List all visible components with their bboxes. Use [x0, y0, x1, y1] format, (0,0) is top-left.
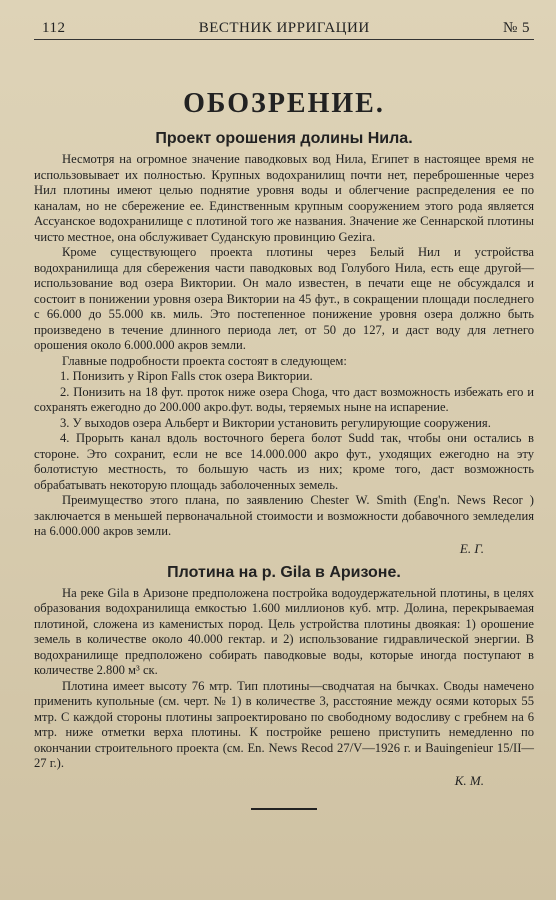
article1-paragraph: Главные подробности проекта состоят в следующем: — [62, 353, 347, 368]
article1-list-item: 3. У выходов озера Альберт и Виктории установить регулирующие сооружения. — [60, 415, 491, 430]
article1-list-item: 2. Понизить на 18 фут. проток ниже озера Choga, что даст возможность избежать его и сохранять ежегодно до 200.000 акро.фут. воды, теряемых ныне на испарение. — [34, 384, 534, 414]
article2-signature: К. М. — [454, 772, 484, 788]
article1-paragraph: Несмотря на огромное значение паводковых вод Нила, Египет в настоящее время не использовывает их полностью. Крупных водохранилищ почти нет, переброшенные через Нил плотины имеют целью поднятие уровня воды и облегчение распределения ее по каналам, но не сбережение ее. Единственным крупным сооружением этого рода является Ассуанское водохранилище с плотиной того же названия. Значение же Сеннарской плотины чисто местное, она обслуживает Суданскую провинцию Gezira. — [34, 152, 534, 244]
header-rule — [34, 39, 534, 40]
running-header — [34, 20, 534, 39]
section-title: ОБОЗРЕНИЕ. — [183, 88, 385, 119]
article1-title: Проект орошения долины Нила. — [155, 130, 413, 147]
issue-number: № 5 — [502, 20, 530, 36]
article1-signature: Е. Г. — [459, 540, 484, 556]
article2-paragraph: На реке Gila в Аризоне предположена постройка водоудержательной плотины, в целях образования водохранилища емкостью 1.600 миллионов куб. мтр. Долина, перекрываемая плотиной, сложена из каменистых пород. Цель устройства плотины двоякая: 1) орошение земель в количестве около 40.000 гектар. и 2) использование гидравлической энергии. В водохранилище предположено собирать паводковые воды, которые иногда поступают в количестве 2.800 м³ ск. — [34, 585, 534, 677]
article1-paragraph: Кроме существующего проекта плотины через Белый Нил и устройства водохранилища для сбережения части паводковых вод Голубого Нила, есть еще другой—использование вод озера Виктории. Он мало известен, в печати еще не обсуждался и состоит в понижении уровня озера Виктории на 45 фут., в сокращении площади последнего с 66.000 до 55.000 кв. миль. Это постепенное понижение уровня озера должно быть произведено в течение длинного периода лет, от 50 до 127, и даст воду для летнего орошения около 6.000.000 акров земли. — [34, 245, 534, 352]
journal-title: ВЕСТНИК ИРРИГАЦИИ — [198, 20, 370, 36]
article1-list-item: 1. Понизить у Ripon Falls сток озера Виктории. — [60, 369, 313, 383]
end-divider — [251, 808, 317, 810]
article2-paragraph: Плотина имеет высоту 76 мтр. Тип плотины—сводчатая на бычках. Своды намечено применить купольные (см. черт. № 1) в количестве 3, расстояние между осями которых 55 мтр. С каждой стороны плотины запроектировано по свободному водосливу с гребнем на 6 мтр. ниже отметки верха плотины. К постройке решено приступить немедленно по окончании строительного проекта (см. En. News Recod 27/V—1926 г. и Bauingenieur 15/II—27 г.). — [34, 678, 534, 770]
page-number: 112 — [42, 20, 66, 36]
article1-closing: Преимущество этого плана, по заявлению Chester W. Smith (Eng'n. News Recor ) заключается в меньшей первоначальной стоимости и возможности добавочного земледелия на 6.000.000 акров земли. — [34, 493, 534, 538]
article2-title: Плотина на р. Gila в Аризоне. — [167, 563, 401, 581]
article1-list-item: 4. Прорыть канал вдоль восточного берега болот Sudd так, чтобы они остались в стороне. Это сохранит, если не все 14.000.000 акро фут., уходящих ежегодно на эту болотистую местность, то большую часть из них; кроме того, даст возможность обрабатывать некоторую площадь заболоченных земель. — [34, 431, 534, 492]
